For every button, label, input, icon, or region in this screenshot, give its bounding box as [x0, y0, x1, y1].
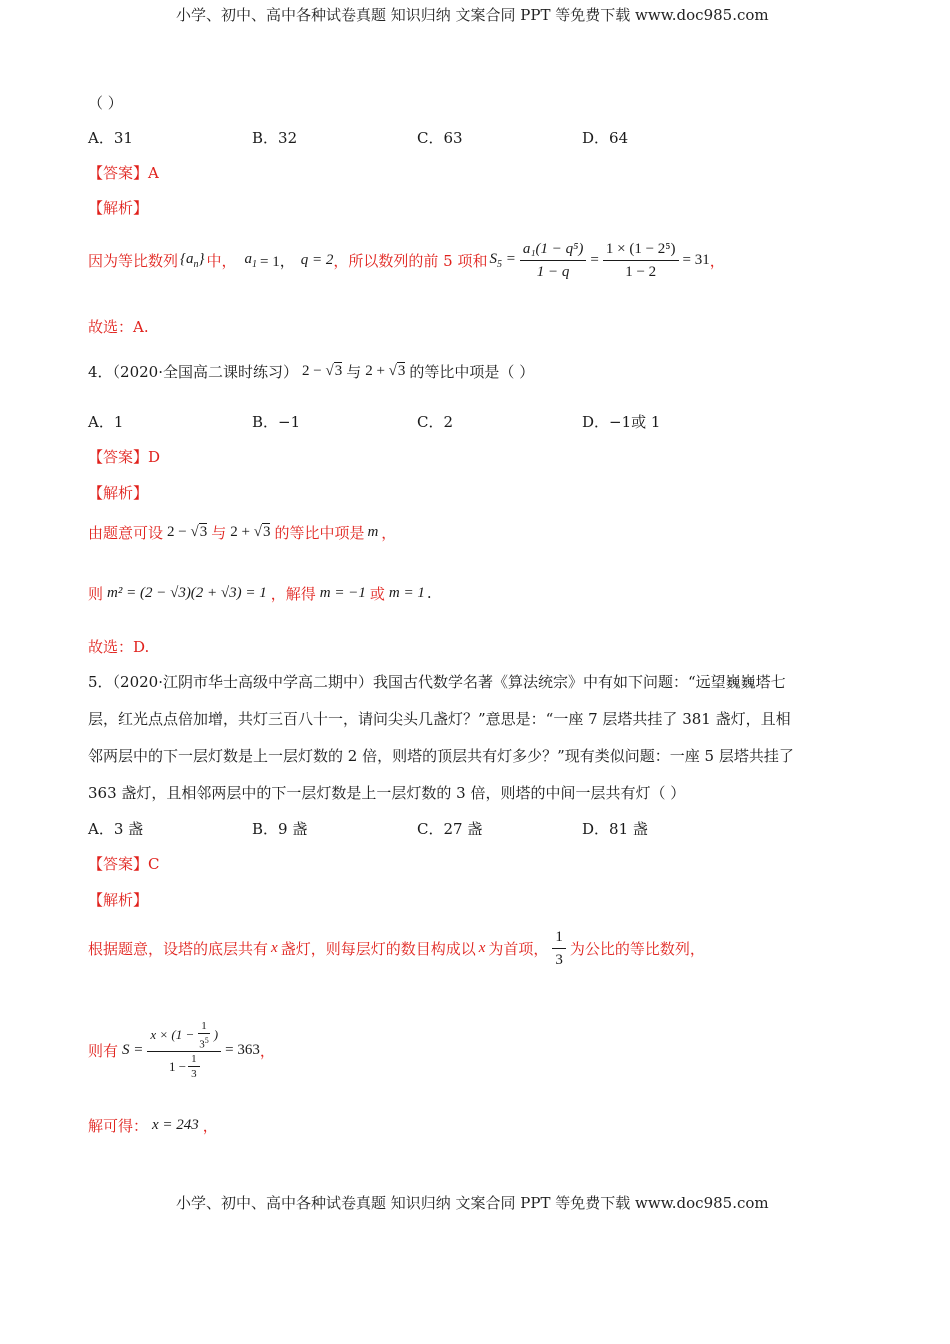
q4-analysis-label: 【解析】	[88, 484, 149, 502]
q4-option-d: D．−1或 1	[582, 413, 661, 431]
q3-S5-fraction-2	[603, 238, 679, 283]
q3-a1-eq: = 1，	[260, 253, 295, 270]
q5-sol1-a: 根据题意，设塔的底层共有	[88, 939, 269, 958]
q4-stem-pre: 4．（2020·全国高二课时练习）	[88, 362, 298, 381]
q5-sol3-end: ，	[202, 1116, 218, 1135]
q5-sol3-eq: x = 243	[152, 1116, 199, 1133]
q3-option-c: C．63	[417, 129, 463, 147]
q3-sol-end: ，	[709, 251, 725, 270]
q5-solution-3	[88, 1113, 218, 1137]
q3-answer: 【答案】A	[88, 164, 159, 182]
q5-var-x-1: x	[271, 939, 278, 956]
q5-stem-line-3: 邻两层中的下一层灯数是上一层灯数的 2 倍，则塔的顶层共有灯多少？”现有类似问题：一座 5 层塔共挂了	[88, 747, 794, 765]
q5-sol1-c: 为首项，	[488, 939, 549, 958]
q4-expr-2: 2 + √3	[365, 362, 406, 379]
q3-paren: （ ）	[88, 94, 123, 112]
q4-sol2-eq: m² = (2 − √3)(2 + √3) = 1	[107, 584, 267, 601]
q5-solution-2: 则有 S = x × (1 − $\frac{1}{3^5}$ ) 1 − $\frac{1}{3}$ = 363 ，	[88, 1019, 275, 1081]
q3-S5-fraction	[520, 238, 587, 283]
q3-S5-symbol: $S_5$ =	[489, 250, 516, 270]
q4-sol1-expr-2: 2 + √3	[230, 523, 271, 540]
q4-sol2-pre: 则	[88, 584, 104, 603]
q5-analysis-label: 【解析】	[88, 891, 149, 909]
q4-var-m: m	[367, 523, 379, 540]
q3-sol-pre: 因为等比数列	[88, 251, 179, 270]
q5-option-c: C．27 盏	[417, 820, 483, 838]
q3-q-eq: q = 2	[300, 251, 334, 268]
q3-S5-result: = 31	[682, 251, 710, 268]
q5-solution-1	[88, 918, 705, 978]
q3-analysis-label: 【解析】	[88, 199, 149, 217]
q3-S5-den2: 1 − 2	[625, 263, 657, 280]
q4-stem-post: 的等比中项是（ ）	[409, 362, 535, 381]
q4-solution-2: 则 m² = (2 − √3)(2 + √3) = 1 ，解得 m = −1 或 m = 1 .	[88, 584, 432, 603]
q3-S5-den: 1 − q	[536, 263, 570, 280]
q5-option-d: D．81 盏	[582, 820, 648, 838]
q3-option-d: D．64	[582, 129, 629, 147]
q3-conclusion: 故选：A.	[88, 318, 149, 336]
q5-sol1-b: 盏灯，则每层灯的数目构成以	[280, 939, 476, 958]
q5-option-a: A．3 盏	[88, 820, 144, 838]
q4-sol1-mid: 与	[211, 523, 227, 542]
q4-stem	[88, 356, 534, 386]
q4-sol1-pre: 由题意可设	[88, 523, 164, 542]
q4-option-a: A．1	[88, 413, 124, 431]
q4-answer: 【答案】D	[88, 448, 161, 466]
q4-sol1-expr-1: 2 − √3	[167, 523, 208, 540]
q3-sol-mid1: 中，	[206, 251, 237, 270]
q5-var-x-2: x	[478, 939, 486, 956]
q3-S5-num: a₁(1 − q⁵)	[520, 238, 587, 261]
q4-sol2-mid: ，解得	[270, 584, 316, 603]
q4-sol2-root-2: m = 1	[388, 584, 425, 601]
q4-sol1-post: 的等比中项是	[274, 523, 365, 542]
page-footer: 小学、初中、高中各种试卷真题 知识归纳 文案合同 PPT 等免费下载 www.doc985.com	[176, 1194, 769, 1212]
q5-sol1-d: 为公比的等比数列，	[569, 939, 705, 958]
q5-ratio-fraction: $\frac{1}{3}$	[552, 926, 566, 971]
q4-sol2-or: 或	[369, 584, 385, 603]
q5-answer: 【答案】C	[88, 855, 160, 873]
q4-conclusion: 故选：D.	[88, 638, 150, 656]
q5-sum-fraction: x × (1 − $\frac{1}{3^5}$ ) 1 − $\frac{1}{3}$	[147, 1019, 221, 1082]
q3-seq-an: $\{a_n\}$	[180, 250, 205, 270]
q3-sol-mid2: ，所以数列的前 5 项和	[333, 251, 488, 270]
page-header: 小学、初中、高中各种试卷真题 知识归纳 文案合同 PPT 等免费下载 www.doc985.com	[176, 6, 769, 24]
q5-sol3-pre: 解可得：	[88, 1116, 149, 1135]
q3-a1-symbol: $a_1$	[244, 250, 258, 270]
q5-sol2-pre: 则有	[88, 1041, 119, 1060]
q5-stem-line-2: 层，红光点点倍加增，共灯三百八十一，请问尖头几盏灯？”意思是：“一座 7 层塔共挂了 381 盏灯，且相	[88, 710, 791, 728]
q4-option-b: B．−1	[252, 413, 301, 431]
q4-sol1-end: ，	[381, 523, 397, 542]
q5-stem-line-4: 363 盏灯，且相邻两层中的下一层灯数是上一层灯数的 3 倍，则塔的中间一层共有灯（ ）	[88, 784, 686, 802]
q3-S5-num2: 1 × (1 − 2⁵)	[603, 238, 679, 261]
q5-stem-line-1: 5．（2020·江阴市华士高级中学高二期中）我国古代数学名著《算法统宗》中有如下问题：“远望巍巍塔七	[88, 673, 786, 691]
q3-solution: 因为等比数列 $\{a_n\}$ 中， $a_1$ = 1， q = 2 ，所以数列的前 5 项和 $S_5$ = $\frac{\text{a₁(1 − q⁵)}}{1 - q}$ = $\frac{\text{1 × (1 − 2⁵)}}{1 - 2}$ = 31 ，	[88, 230, 725, 290]
q4-sol2-root-1: m = −1	[319, 584, 366, 601]
q4-solution-1	[88, 515, 396, 549]
q4-option-c: C．2	[417, 413, 454, 431]
q5-sol2-end: ，	[259, 1041, 275, 1060]
q3-option-b: B．32	[252, 129, 298, 147]
q4-stem-mid: 与	[346, 362, 362, 381]
q4-expr-1: 2 − √3	[302, 362, 343, 379]
q3-option-a: A．31	[88, 129, 133, 147]
q5-option-b: B．9 盏	[252, 820, 308, 838]
